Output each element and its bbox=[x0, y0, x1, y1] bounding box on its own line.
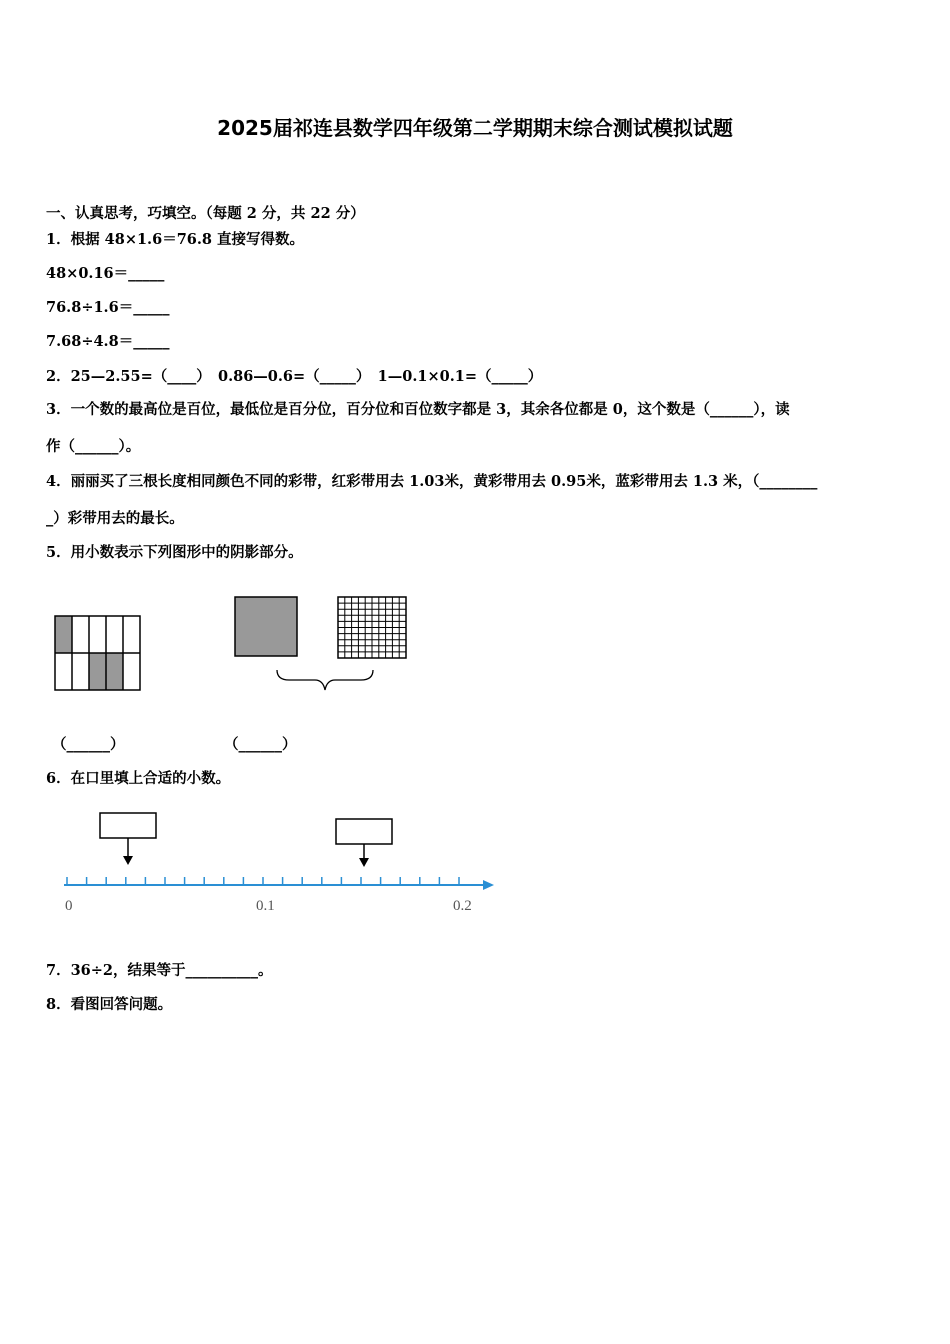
shaded-cell bbox=[89, 653, 106, 690]
number-line-figure bbox=[60, 808, 500, 920]
shaded-cell bbox=[55, 616, 72, 653]
question-1-item-1: 48×0.16＝_____ bbox=[46, 265, 165, 282]
question-5-answer-2: （______） bbox=[224, 736, 297, 753]
question-3-line-1: 3．一个数的最高位是百位，最低位是百分位，百分位和百位数字都是 3，其余各位都是 0，这个数是（______），读 bbox=[46, 401, 790, 418]
shaded-square-figure bbox=[234, 596, 299, 658]
question-1-item-2: 76.8÷1.6＝_____ bbox=[46, 299, 170, 316]
section-heading: 一、认真思考，巧填空。（每题 2 分，共 22 分） bbox=[46, 205, 365, 222]
brace-symbol bbox=[275, 668, 375, 694]
question-1-stem: 1．根据 48×1.6＝76.8 直接写得数。 bbox=[46, 231, 305, 248]
question-6-stem: 6．在口里填上合适的小数。 bbox=[46, 770, 231, 787]
question-1-item-3: 7.68÷4.8＝_____ bbox=[46, 333, 170, 350]
question-3-line-2: 作（______）。 bbox=[46, 438, 141, 455]
tick-label: 0.2 bbox=[453, 898, 472, 914]
hundred-grid-figure bbox=[337, 596, 408, 660]
page-title: 2025届祁连县数学四年级第二学期期末综合测试模拟试题 bbox=[217, 116, 733, 140]
question-7: 7．36÷2，结果等于__________。 bbox=[46, 962, 273, 979]
tick-label: 0 bbox=[65, 898, 73, 914]
question-5-stem: 5．用小数表示下列图形中的阴影部分。 bbox=[46, 544, 303, 561]
question-5-answer-1: （______） bbox=[52, 736, 125, 753]
down-arrow-icon bbox=[123, 856, 133, 865]
shaded-cell bbox=[106, 653, 123, 690]
question-4-line-2: _）彩带用去的最长。 bbox=[46, 510, 184, 527]
question-4-line-1: 4．丽丽买了三根长度相同颜色不同的彩带，红彩带用去 1.03米，黄彩带用去 0.95米，蓝彩带用去 1.3 米，（________ bbox=[46, 473, 818, 490]
answer-box bbox=[336, 819, 392, 844]
tick-label: 0.1 bbox=[256, 898, 275, 914]
shaded-grid-figure bbox=[54, 615, 142, 693]
down-arrow-icon bbox=[359, 858, 369, 867]
axis-arrow-icon bbox=[483, 880, 494, 890]
question-8: 8．看图回答问题。 bbox=[46, 996, 173, 1013]
answer-box bbox=[100, 813, 156, 838]
question-2: 2．25—2.55=（____） 0.86—0.6=（_____） 1—0.1×0.1=（_____） bbox=[46, 368, 543, 385]
